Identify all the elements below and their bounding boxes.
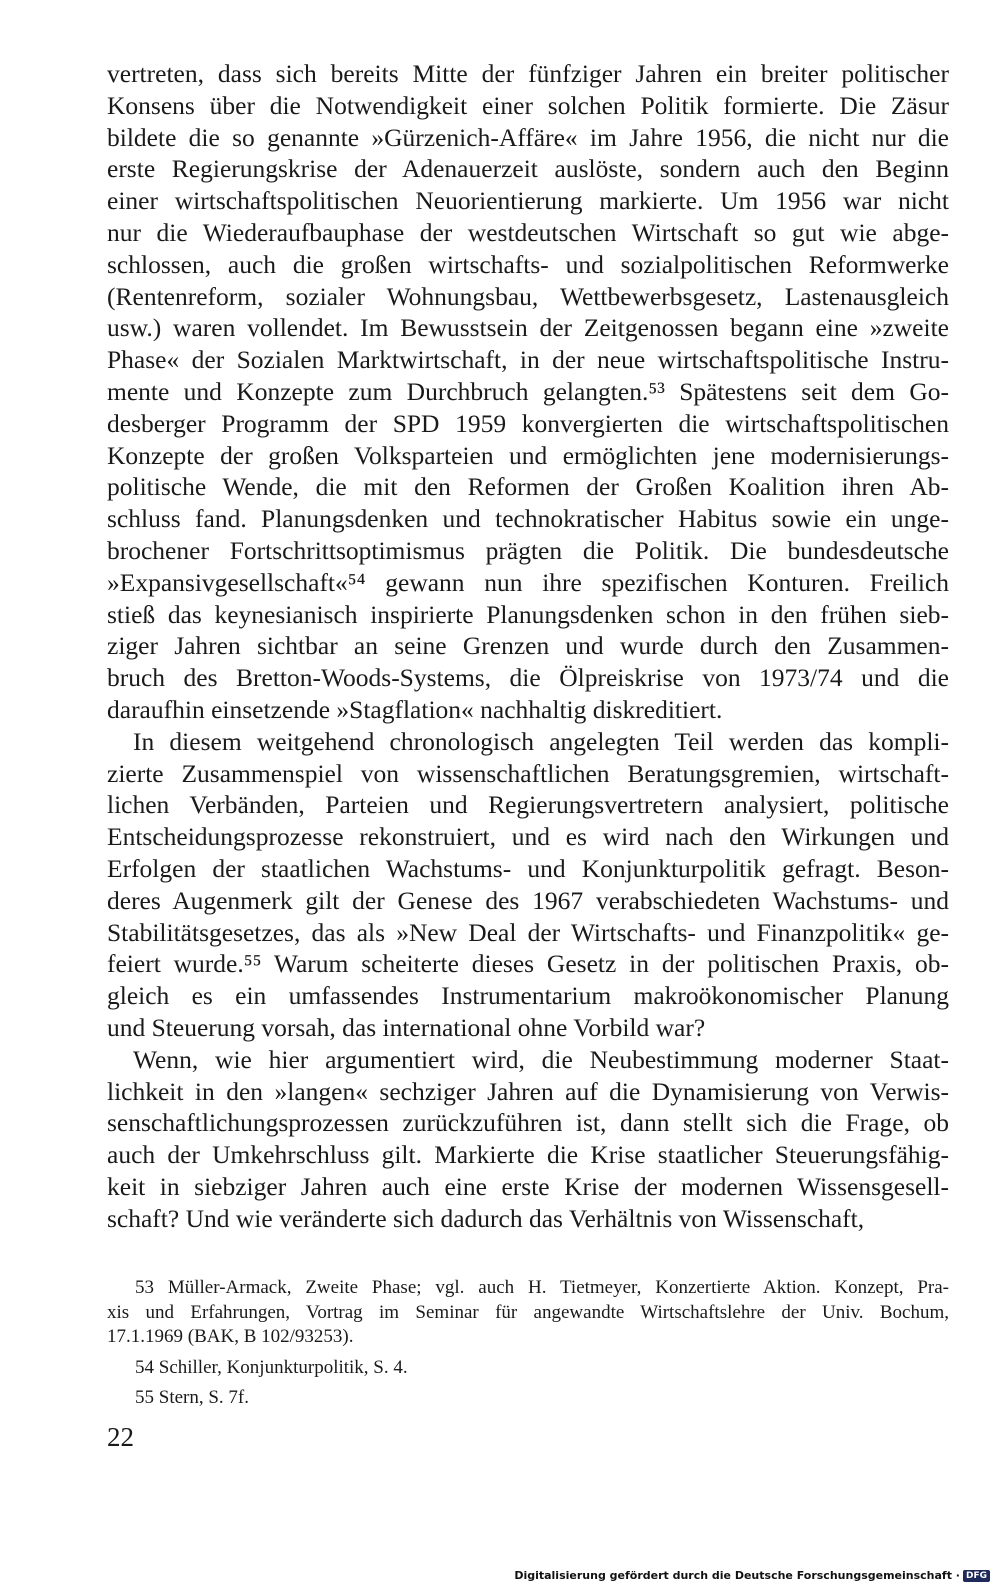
- body-line: feiert wurde.⁵⁵ Warum scheiterte dieses Gesetz in der politischen Praxis, ob-: [107, 949, 949, 979]
- body-line: brochener Fortschrittsoptimismus prägten die Politik. Die bundesdeutsche: [107, 535, 949, 565]
- body-line: daraufhin einsetzende »Stagflation« nachhaltig diskreditiert.: [107, 694, 723, 724]
- footnote-line: 53 Müller-Armack, Zweite Phase; vgl. auch H. Tietmeyer, Konzertierte Aktion. Konzept, Pra-: [135, 1277, 949, 1298]
- body-line: gleich es ein umfassendes Instrumentarium makroökonomischer Planung: [107, 981, 949, 1011]
- body-line: schlossen, auch die großen wirtschafts- und sozialpolitischen Reformwerke: [107, 249, 949, 279]
- body-text: [107, 58, 949, 1234]
- body-line: senschaftlichungsprozessen zurückzuführen ist, dann stellt sich die Frage, ob: [107, 1108, 949, 1138]
- body-line: Erfolgen der staatlichen Wachstums- und Konjunkturpolitik gefragt. Beson-: [107, 853, 949, 883]
- footnote-line: 55 Stern, S. 7f.: [135, 1387, 249, 1408]
- body-line: Phase« der Sozialen Marktwirtschaft, in der neue wirtschaftspolitische Instru-: [107, 345, 949, 375]
- footnote-line: xis und Erfahrungen, Vortrag im Seminar für angewandte Wirtschaftslehre der Univ. Bochum,: [107, 1301, 949, 1323]
- footnote-line: 54 Schiller, Konjunkturpolitik, S. 4.: [135, 1356, 408, 1378]
- body-line: ziger Jahren sichtbar an seine Grenzen und wurde durch den Zusammen-: [107, 631, 949, 661]
- body-line: zierte Zusammenspiel von wissenschaftlichen Beratungsgremien, wirtschaft-: [107, 758, 949, 788]
- page-number: 22: [107, 1422, 134, 1452]
- body-line: lichen Verbänden, Parteien und Regierungsvertretern analysiert, politische: [107, 790, 949, 820]
- body-line: Konzepte der großen Volksparteien und ermöglichten jene modernisierungs-: [107, 440, 949, 470]
- body-line: nur die Wiederaufbauphase der westdeutschen Wirtschaft so gut wie abge-: [107, 217, 949, 247]
- footnote-line: 17.1.1969 (BAK, B 102/93253).: [107, 1326, 354, 1347]
- dfg-logo: DFG: [963, 1570, 990, 1582]
- body-line: desberger Programm der SPD 1959 konvergierten die wirtschaftspolitischen: [107, 408, 949, 438]
- body-line: schluss fand. Planungsdenken und technokratischer Habitus sowie ein unge-: [107, 504, 949, 534]
- body-line: vertreten, dass sich bereits Mitte der fünfziger Jahren ein breiter politischer: [107, 59, 949, 88]
- body-line: und Steuerung vorsah, das international ohne Vorbild war?: [107, 1012, 706, 1042]
- body-line: erste Regierungskrise der Adenauerzeit auslöste, sondern auch den Beginn: [107, 154, 949, 184]
- body-line: stieß das keynesianisch inspirierte Planungsdenken schon in den frühen sieb-: [107, 599, 949, 629]
- body-line: Stabilitätsgesetzes, das als »New Deal der Wirtschafts- und Finanzpolitik« ge-: [107, 917, 949, 947]
- body-line: »Expansivgesellschaft«⁵⁴ gewann nun ihre spezifischen Konturen. Freilich: [107, 567, 949, 597]
- body-line: bruch des Bretton-Woods-Systems, die Ölpreiskrise von 1973/74 und die: [107, 663, 949, 693]
- banner-text: Digitalisierung gefördert durch die Deutsche Forschungsgemeinschaft ·: [514, 1569, 960, 1582]
- body-line: einer wirtschaftspolitischen Neuorientierung markierte. Um 1956 war nicht: [107, 186, 949, 216]
- footnotes: [107, 1276, 949, 1411]
- body-line: keit in siebziger Jahren auch eine erste Krise der modernen Wissensgesell-: [107, 1171, 949, 1201]
- body-line: schaft? Und wie veränderte sich dadurch das Verhältnis von Wissenschaft,: [107, 1203, 865, 1233]
- body-line: mente und Konzepte zum Durchbruch gelangten.⁵³ Spätestens seit dem Go-: [107, 376, 949, 406]
- body-line: deres Augenmerk gilt der Genese des 1967 verabschiedeten Wachstums- und: [107, 885, 949, 915]
- body-line: lichkeit in den »langen« sechziger Jahren auf die Dynamisierung von Verwis-: [107, 1076, 949, 1106]
- body-line: politische Wende, die mit den Reformen der Großen Koalition ihren Ab-: [107, 472, 949, 502]
- body-line: Entscheidungsprozesse rekonstruiert, und es wird nach den Wirkungen und: [107, 822, 949, 852]
- digitization-banner: [514, 1569, 990, 1582]
- body-line: bildete die so genannte »Gürzenich-Affäre« im Jahre 1956, die nicht nur die: [107, 122, 949, 152]
- body-line: (Rentenreform, sozialer Wohnungsbau, Wettbewerbsgesetz, Lastenausgleich: [107, 281, 949, 311]
- body-line: In diesem weitgehend chronologisch angelegten Teil werden das kompli-: [133, 726, 949, 756]
- body-line: usw.) waren vollendet. Im Bewusstsein der Zeitgenossen begann eine »zweite: [107, 313, 949, 343]
- body-line: auch der Umkehrschluss gilt. Markierte die Krise staatlicher Steuerungsfähig-: [107, 1140, 949, 1170]
- body-line: Wenn, wie hier argumentiert wird, die Neubestimmung moderner Staat-: [133, 1044, 949, 1074]
- body-line: Konsens über die Notwendigkeit einer solchen Politik formierte. Die Zäsur: [107, 90, 949, 120]
